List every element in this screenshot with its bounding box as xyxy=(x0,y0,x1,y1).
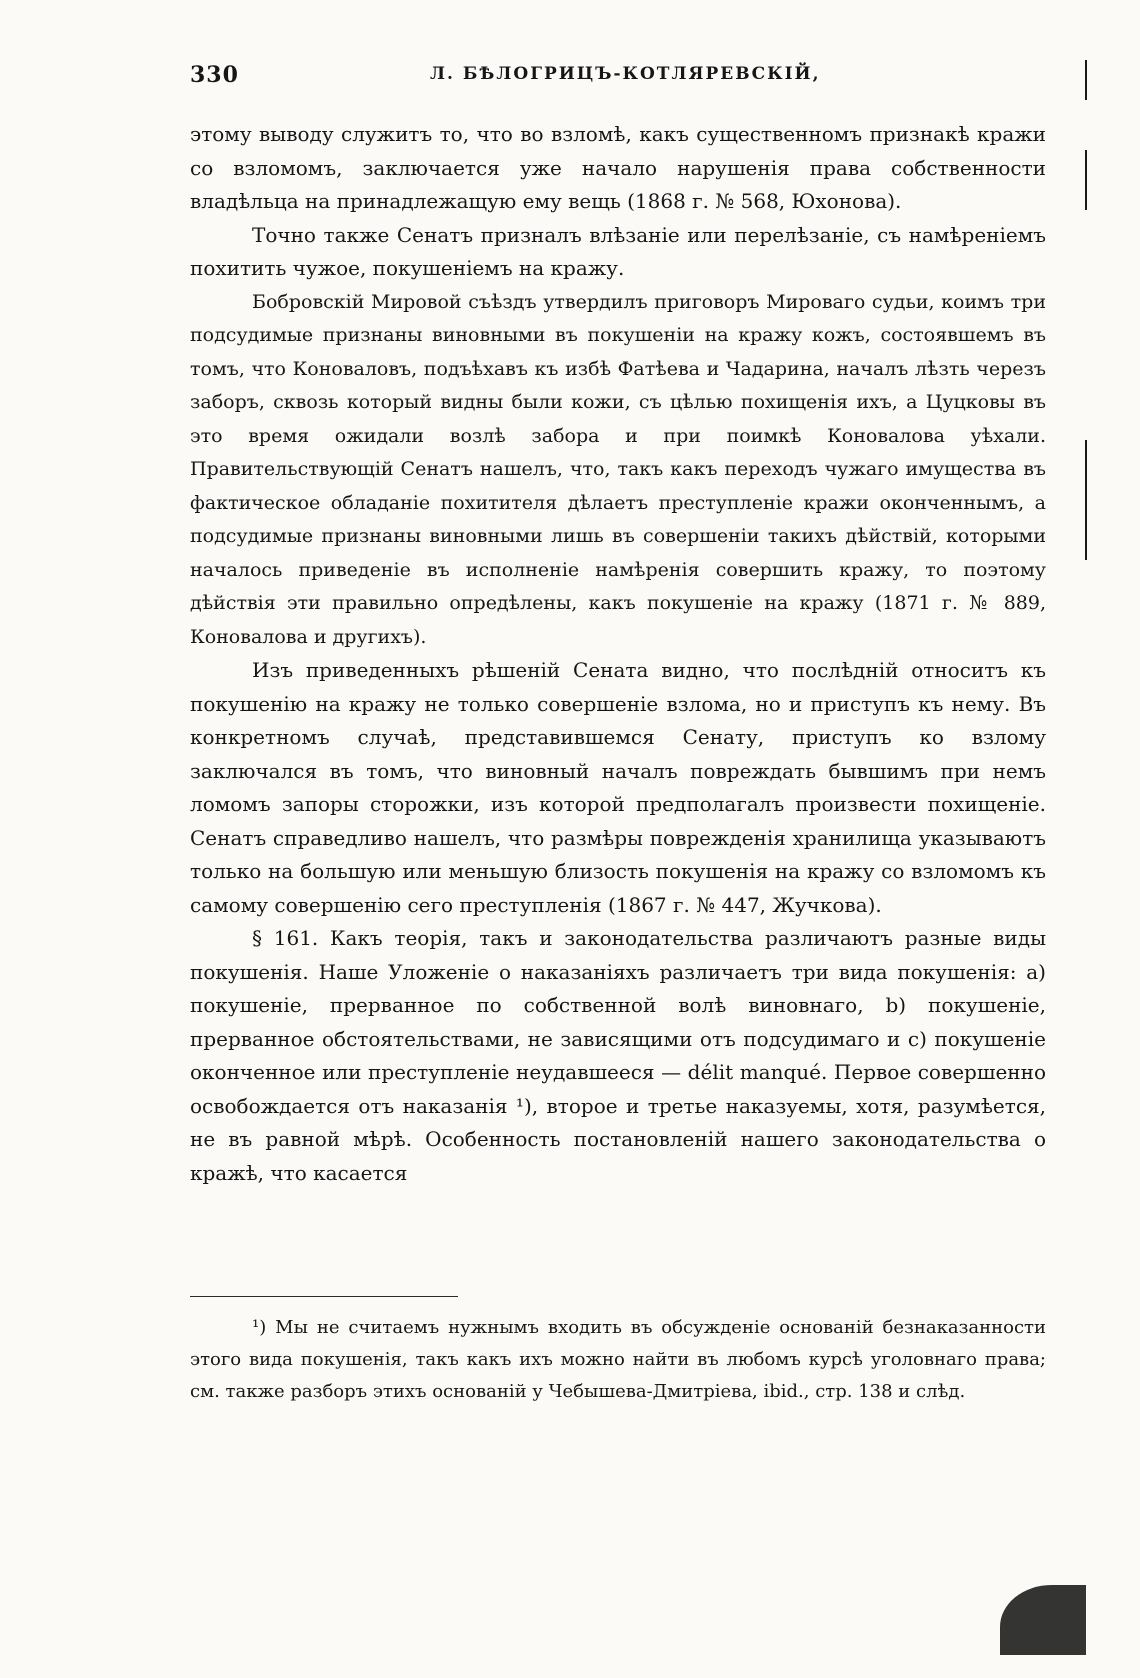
scan-edge-mark xyxy=(1085,150,1087,210)
footnote-text: ¹) Мы не считаемъ нужнымъ входить въ обсужденіе основаній безнаказанности этого вида покушенія, такъ какъ ихъ можно найти въ любомъ курсѣ уголовнаго права; см. также разборъ этихъ основаній у Чебышева-Дмитріева, ibid., стр. 138 и слѣд. xyxy=(190,1317,1046,1402)
page-header xyxy=(190,62,1046,98)
paragraph-continuation: этому выводу служитъ то, что во взломѣ, какъ существенномъ признакѣ кражи со взломомъ, заключается уже начало нарушенія права собственности владѣльца на принадлежащую ему вещь (1868 г. № 568, Юхонова). xyxy=(190,122,1046,213)
paragraph: Точно также Сенатъ призналъ влѣзаніе или перелѣзаніе, съ намѣреніемъ похитить чужое, покушеніемъ на кражу. xyxy=(190,222,1046,280)
paragraph-section-161: § 161. Какъ теорія, такъ и законодательства различаютъ разные виды покушенія. Наше Уложеніе о наказаніяхъ различаетъ три вида покушенія: a) покушеніе, прерванное по собственной волѣ виновнаго, b) покушеніе, прерванное обстоятельствами, не зависящими отъ подсудимаго и c) покушеніе оконченное или преступленіе неудавшееся — délit manqué. Первое совершенно освобождается отъ наказанія ¹), второе и третье наказуемы, хотя, разумѣется, не въ равной мѣрѣ. Особенность постановленій нашего законодательства о кражѣ, что касается xyxy=(190,926,1046,1185)
footnote-divider xyxy=(190,1296,458,1297)
scan-corner-blot xyxy=(1000,1585,1086,1655)
page-number: 330 xyxy=(190,62,239,88)
scan-edge-mark xyxy=(1085,440,1087,560)
paragraph: Бобровскій Мировой съѣздъ утвердилъ приговоръ Мироваго судьи, коимъ три подсудимые признаны виновными въ покушеніи на кражу кожъ, состоявшемъ въ томъ, что Коноваловъ, подъѣхавъ къ избѣ Фатѣева и Чадарина, началъ лѣзть черезъ заборъ, сквозь который видны были кожи, съ цѣлью похищенія ихъ, а Цуцковы въ это время ожидали возлѣ забора и при поимкѣ Коновалова уѣхали. Правительствующій Сенатъ нашелъ, что, такъ какъ переходъ чужаго имущества въ фактическое обладаніе похитителя дѣлаетъ преступленіе кражи оконченнымъ, а подсудимые признаны виновными лишь въ совершеніи такихъ дѣйствій, которыми началось приведеніе въ исполненіе намѣренія совершить кражу, то поэтому дѣйствія эти правильно опредѣлены, какъ покушеніе на кражу (1871 г. № 889, Коновалова и другихъ). xyxy=(190,290,1046,648)
scan-edge-mark xyxy=(1085,60,1087,100)
footnote xyxy=(190,1312,1046,1408)
paragraph: Изъ приведенныхъ рѣшеній Сената видно, что послѣдній относитъ къ покушенію на кражу не только совершеніе взлома, но и приступъ къ нему. Въ конкретномъ случаѣ, представившемся Сенату, приступъ ко взлому заключался въ томъ, что виновный началъ повреждать бывшимъ при немъ ломомъ запоры сторожки, изъ которой предполагалъ произвести похищеніе. Сенатъ справедливо нашелъ, что размѣры поврежденія хранилища указываютъ только на большую или меньшую близость покушенія на кражу со взломомъ къ самому совершенію сего преступленія (1867 г. № 447, Жучкова). xyxy=(190,658,1046,917)
running-head: Л. БѢЛОГРИЦЪ-КОТЛЯРЕВСКІЙ, xyxy=(430,64,821,84)
body-text xyxy=(190,118,1046,1190)
